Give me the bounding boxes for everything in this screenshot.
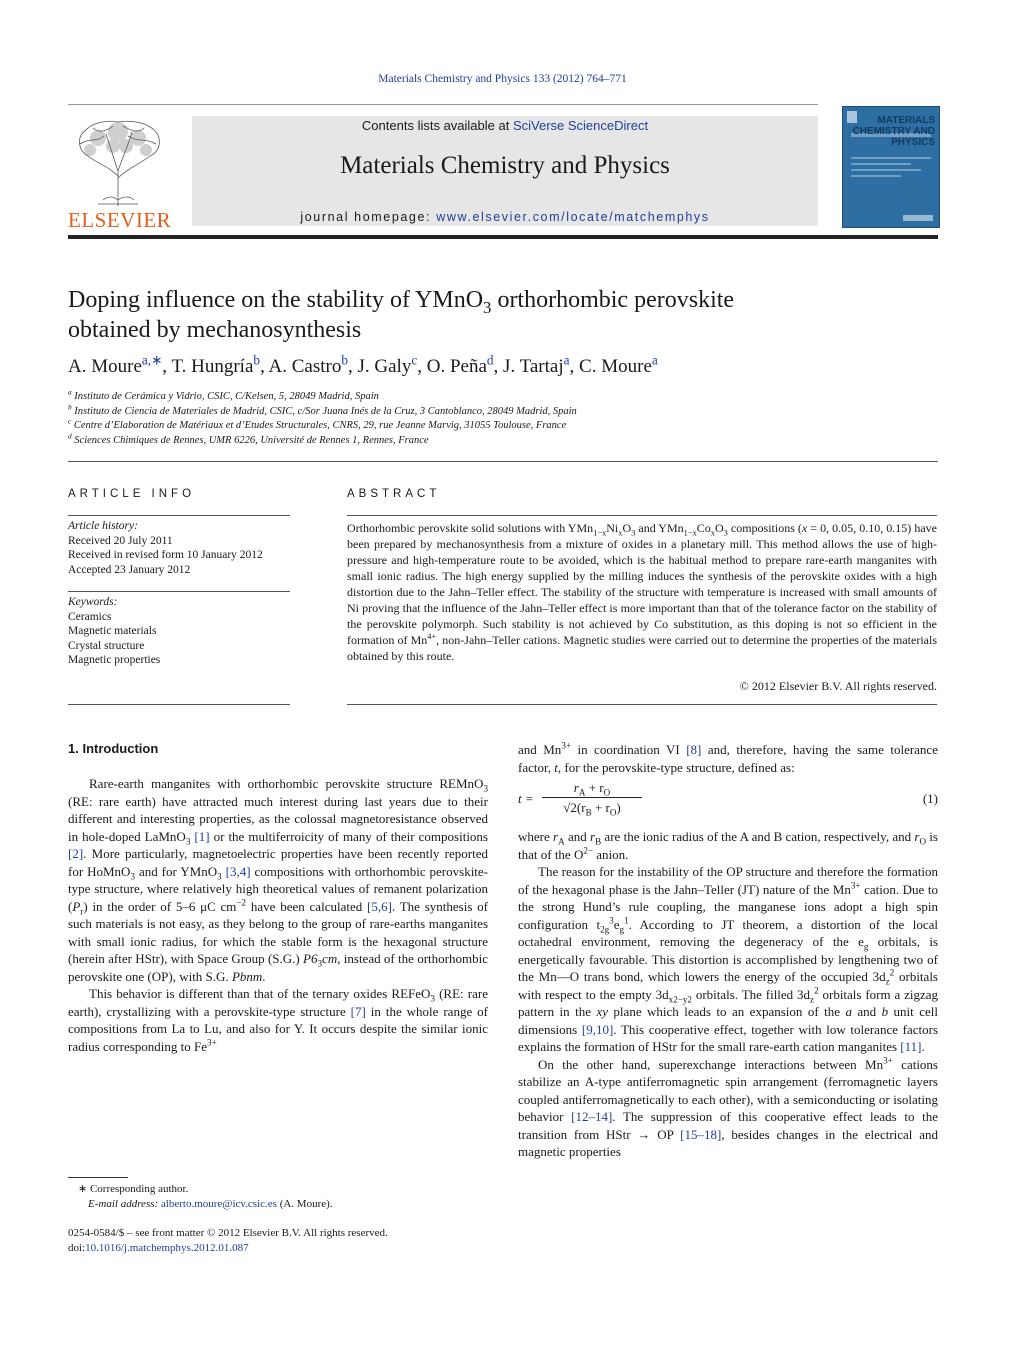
affiliation-item: $^a$ Instituto de Cerámica y Vidrio, CSIC, C/Kelsen, 5, 28049 Madrid, Spain [68, 387, 379, 402]
issn-line: 0254-0584/$ – see front matter © 2012 Elsevier B.V. All rights reserved. [68, 1227, 388, 1239]
journal-title: Materials Chemistry and Physics [340, 152, 670, 179]
homepage-link[interactable]: www.elsevier.com/locate/matchemphys [436, 210, 710, 224]
divider [68, 461, 938, 462]
affiliation-item: $^c$ Centre d’Elaboration de Matériaux et d’Etudes Structurales, CNRS, 29, rue Jeanne Marvig, 31055 Toulouse, France [68, 416, 567, 432]
keyword: Magnetic materials [68, 625, 157, 637]
email-link[interactable]: alberto.moure@icv.csic.es [160, 1198, 277, 1210]
history-item: Accepted 23 January 2012 [68, 563, 191, 576]
divider [68, 704, 290, 705]
affiliation-item: $^b$ Instituto de Ciencia de Materiales de Madrid, CSIC, c/Sor Juana Inés de la Cruz, 3 Cantoblanco, 28049 Madrid, Spain [68, 402, 577, 417]
author-affil-link[interactable]: b [341, 352, 348, 368]
journal-citation[interactable]: Materials Chemistry and Physics 133 (2012) 764–771 [378, 73, 627, 85]
contents-line: Contents lists available at SciVerse ScienceDirect [361, 118, 649, 133]
equation-1 [518, 780, 938, 820]
keyword: Magnetic properties [68, 654, 161, 666]
divider [347, 704, 937, 705]
article-info-heading: ARTICLE INFO [68, 488, 196, 500]
email-note: E-mail address: alberto.moure@icv.csic.es (A. Moure). [88, 1198, 333, 1210]
journal-cover-thumbnail[interactable] [842, 106, 940, 228]
citation-link[interactable]: [11] [900, 1039, 922, 1054]
divider [347, 515, 937, 516]
elsevier-wordmark: ELSEVIER [68, 208, 172, 232]
history-label: Article history: [68, 520, 138, 532]
author: C. Moure [579, 356, 652, 377]
equation-fraction [542, 780, 642, 816]
paragraph: On the other hand, superexchange interactions between $Mn^{3+}$ cations stabilize an A-type antiferromagnetic spin arrangement (ferromagnetic layers coupled antiferromagnetically to each other), with a semiconducting or isolating behavior [12–14]. The suppression of this cooperative effect leads to the transition from HStr → OP [15–18], besides changes in the electrical and magnetic properties [518, 1055, 938, 1159]
author: J. Galy [357, 356, 412, 377]
article-title: Doping influence on the stability of YMnO$_3$ orthorhombic perovskite obtained by mechanosynthesis [68, 287, 735, 343]
paragraph: This behavior is different than that of the ternary oxides REFeO$_3$ (RE: rare earth), crystallizing with a perovskite-type structure [7] in the whole range of compositions from La to Lu, and also for Y. It occurs despite the similar ionic radius corresponding to $Fe^{3+}$ [68, 986, 488, 1054]
doi-line: doi:10.1016/j.matchemphys.2012.01.087 [68, 1242, 249, 1254]
copyright: © 2012 Elsevier B.V. All rights reserved. [739, 679, 937, 693]
citation-link[interactable]: [5,6] [367, 898, 392, 914]
right-column-top: and $Mn^{3+}$ in coordination VI [8] and, therefore, having the same tolerance factor, t, for the perovskite-type structure, defined as: [518, 740, 938, 775]
abstract-heading: ABSTRACT [347, 488, 441, 500]
divider [68, 515, 290, 516]
sciencedirect-link[interactable]: SciVerse ScienceDirect [512, 118, 649, 133]
keyword: Ceramics [68, 610, 112, 623]
citation-link[interactable]: [3,4] [225, 863, 251, 879]
doi-link[interactable]: 10.1016/j.matchemphys.2012.01.087 [85, 1242, 249, 1254]
author: O. Peña [426, 356, 487, 377]
history-item: Received 20 July 2011 [68, 534, 173, 547]
author-affil-link[interactable]: a [651, 352, 658, 368]
citation-link[interactable]: [12–14] [571, 1109, 613, 1124]
author-affil-link[interactable]: a,∗ [141, 352, 163, 368]
left-column-text [68, 775, 488, 1055]
paragraph: where $r_A$ and $r_B$ are the ionic radius of the A and B cation, respectively, and $r_O$ is that of the $O^{2-}$ anion. [518, 829, 938, 862]
section-heading: 1. Introduction [68, 741, 159, 756]
equation-lhs: t = [518, 791, 534, 806]
paragraph: The reason for the instability of the OP structure and therefore the formation of the hexagonal phase is the Jahn–Teller (JT) nature of the $Mn^{3+}$ cation. Due to the strong Hund’s rule coupling, the manganese ions adopt a high spin configuration $t_{2g}^3e_g^1$. According to JT theorem, a distortion of the local octahedral environment, removing the degeneracy of the $e_g$ orbitals, is energetically favourable. This distortion is accomplished by lengthening two of the Mn—O trans bond, which lowers the energy of the occupied $3d_z^2$ orbitals with respect to the empty $3d_{x2-y2}$ orbitals. The filled $3d_z^2$ orbitals form a zigzag pattern in the xy plane which leads to an expansion of the a and b unit cell dimensions [9,10]. This cooperative effect, together with low tolerance factors explains the formation of HStr for the small rare-earth cation manganites [11]. [518, 864, 939, 1054]
right-column-text [518, 828, 938, 1161]
author-affil-link[interactable]: c [411, 352, 418, 368]
equation-numerator: $r_A + r_O$ [542, 780, 642, 798]
author: A. Moure [68, 356, 142, 377]
citation-link[interactable]: [8] [686, 742, 702, 757]
citation-link[interactable]: [1] [194, 828, 210, 844]
keywords-label: Keywords: [68, 596, 118, 608]
affiliations [68, 387, 928, 448]
journal-homepage: journal homepage: www.elsevier.com/locate/matchemphys [300, 210, 710, 224]
citation-link[interactable]: [7] [350, 1003, 366, 1019]
keywords [68, 595, 290, 668]
author-affil-link[interactable]: d [486, 352, 494, 368]
corresponding-author-note: ∗ Corresponding author. [78, 1183, 189, 1195]
cover-title: MATERIALS CHEMISTRY AND PHYSICS [852, 115, 935, 148]
author-list: A. Moure$^{a,∗}$, T. Hungría$^b$, A. Castro$^b$, J. Galy$^c$, O. Peña$^d$, J. Tartaj$^a$, C. Moure$^a$ [68, 352, 658, 377]
abstract-text: Orthorhombic perovskite solid solutions with $YMn_{1-x}Ni_xO_3$ and $YMn_{1-x}Co_xO_3$ compositions (x = 0, 0.05, 0.10, 0.15) have been prepared by mechanosynthesis from a mixture of oxides in a planetary mill. This method allows the use of high-pressure and high-temperature route to be avoided, which is the habitual method to prepare rare-earth manganites with small ionic radius. The high energy supplied by the milling induces the synthesis of the perovskite oxides with a high distortion due to the Jahn–Teller effect. The stability of the structure with temperature is increased with small amounts of Ni proving that the influence of the Jahn–Teller effect is more important than that of the tolerance factor on the stability of the perovskite polymorph. Such stability is not achieved by Co substitution, as this doping is not so efficient in the formation of $Mn^{4+}$, non-Jahn–Teller cations. Magnetic studies were carried out to determine the properties of the materials obtained by this route. [347, 521, 937, 663]
issn-doi [68, 1226, 488, 1256]
header-bottom-rule [68, 235, 938, 239]
affiliation-item: $^d$ Sciences Chimiques de Rennes, UMR 6226, Université de Rennes 1, Rennes, France [68, 431, 429, 446]
equation-denominator: $√2(r_B + r_O)$ [563, 800, 621, 818]
paragraph: Rare-earth manganites with orthorhombic perovskite structure REMnO$_3$ (RE: rare earth) have attracted much interest during last years due to their different and interesting properties, as the colossal magnetoresistance observed in hole-doped LaMnO$_3$ [1] or the multiferroicity of many of their compositions [2]. More particularly, magnetoelectric properties have been recently reported for HoMnO$_3$ and for YMnO$_3$ [3,4] compositions with orthorhombic perovskite-type structure, where relatively high theoretical values of remanent polarization $(P_r)$ in the order of 5–6 μC $cm^{-2}$ have been calculated [5,6]. The synthesis of such materials is not easy, as they belong to the group of rare-earths manganites with small ionic radius, for which the stable form is the hexagonal structure (herein after HStr), with Space Group (S.G.) $P6_3cm$, instead of the orthorhombic perovskite one (OP), with S.G. Pbnm. [68, 776, 489, 984]
footnotes [68, 1182, 488, 1212]
author-affil-link[interactable]: a [563, 352, 570, 368]
header-top-rule [68, 104, 818, 105]
author-affil-link[interactable]: b [253, 352, 261, 368]
citation-link[interactable]: [2] [68, 846, 84, 861]
article-history [68, 519, 290, 577]
author: T. Hungría [171, 356, 254, 377]
history-item: Received in revised form 10 January 2012 [68, 549, 263, 561]
keyword: Crystal structure [68, 639, 145, 652]
divider [68, 591, 290, 592]
citation-link[interactable]: [9,10] [581, 1021, 614, 1037]
author: J. Tartaj [503, 356, 564, 377]
author: A. Castro [268, 356, 342, 377]
equation-number: (1) [922, 791, 938, 806]
citation-link[interactable]: [15–18] [680, 1126, 722, 1142]
footnote-rule [68, 1177, 128, 1178]
